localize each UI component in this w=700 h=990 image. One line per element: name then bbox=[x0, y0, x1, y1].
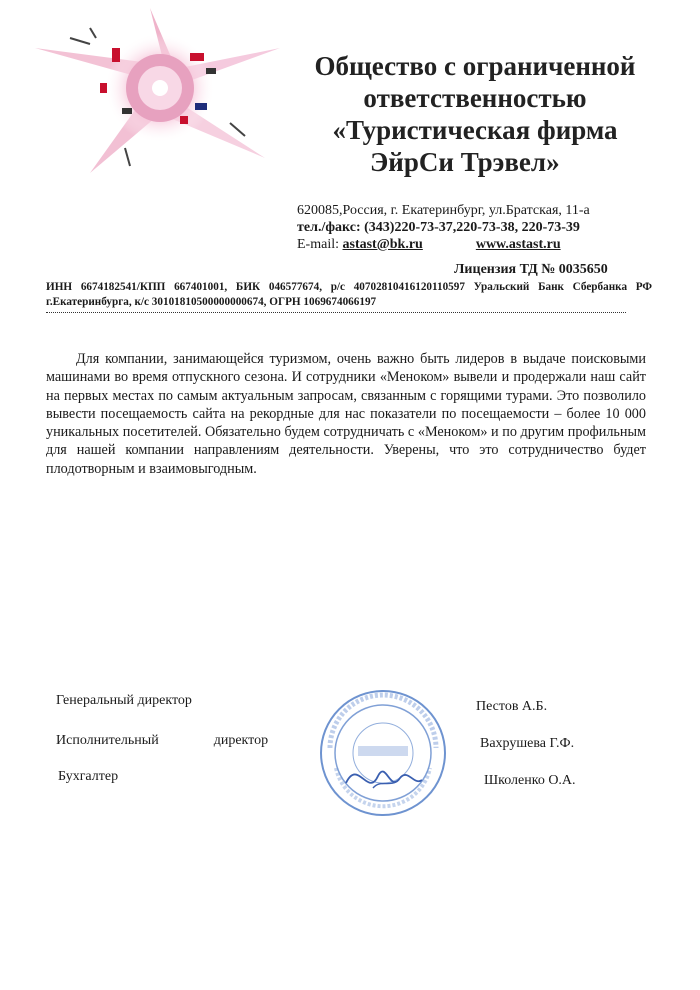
bank-details: ИНН 6674182541/КПП 667401001, БИК 046577674, р/с 40702810416120110597 Уральский Банк Сбербанка РФ г.Екатеринбурга, к/с 30101810500000000674, ОГРН 1069674066197 bbox=[46, 281, 652, 308]
company-name-line: ЭйрСи Трэвел» bbox=[370, 147, 560, 177]
company-logo bbox=[30, 8, 280, 178]
signature-role-general-director: Генеральный директор bbox=[56, 693, 192, 708]
email-line bbox=[297, 236, 657, 253]
divider bbox=[46, 311, 626, 313]
role-word: директор bbox=[213, 733, 269, 748]
email-link[interactable]: astast@bk.ru bbox=[342, 237, 423, 252]
letter-body: Для компании, занимающейся туризмом, очень важно быть лидеров в выдаче поисковыми машинами во время отпускного сезона. И сотрудники «Меноком» вывели и продержали наш сайт на первых местах по самым актуальным запросам, связанным с горящими турами. Это позволило вывести посещаемость сайта на рекордные для нас показатели по посещаемости – более 10 000 уникальных посетителей. Обязательно будем сотрудничать с «Меноком» и по другим профильным для нашей компании направлениям деятельности. Уверены, что это сотрудничество будет плодотворным и взаимовыгодным. bbox=[46, 351, 646, 477]
signature-name: Школенко О.А. bbox=[484, 773, 576, 788]
phone-line bbox=[297, 219, 657, 236]
contact-block bbox=[297, 202, 657, 253]
company-stamp bbox=[318, 688, 448, 818]
signature-name: Вахрушева Г.Ф. bbox=[480, 736, 575, 751]
company-name-line: «Туристическая фирма bbox=[332, 115, 618, 145]
license-number: Лицензия ТД № 0035650 bbox=[454, 262, 608, 277]
address: 620085,Россия, г. Екатеринбург, ул.Братская, 11-а bbox=[297, 203, 590, 218]
signature-name: Пестов А.Б. bbox=[476, 699, 548, 714]
company-name bbox=[270, 50, 680, 178]
phone-number: (343)220-73-37,220-73-38, 220-73-39 bbox=[364, 220, 580, 235]
email-label: E-mail: bbox=[297, 237, 339, 252]
signature-role-executive-director bbox=[56, 733, 268, 749]
website-link[interactable]: www.astast.ru bbox=[475, 237, 561, 252]
phone-label: тел./факс: bbox=[297, 220, 361, 235]
role-word: Исполнительный bbox=[56, 733, 159, 748]
company-name-line: Общество с ограниченной bbox=[314, 51, 636, 81]
company-name-line: ответственностью bbox=[363, 83, 587, 113]
signature-role-accountant: Бухгалтер bbox=[58, 769, 119, 784]
